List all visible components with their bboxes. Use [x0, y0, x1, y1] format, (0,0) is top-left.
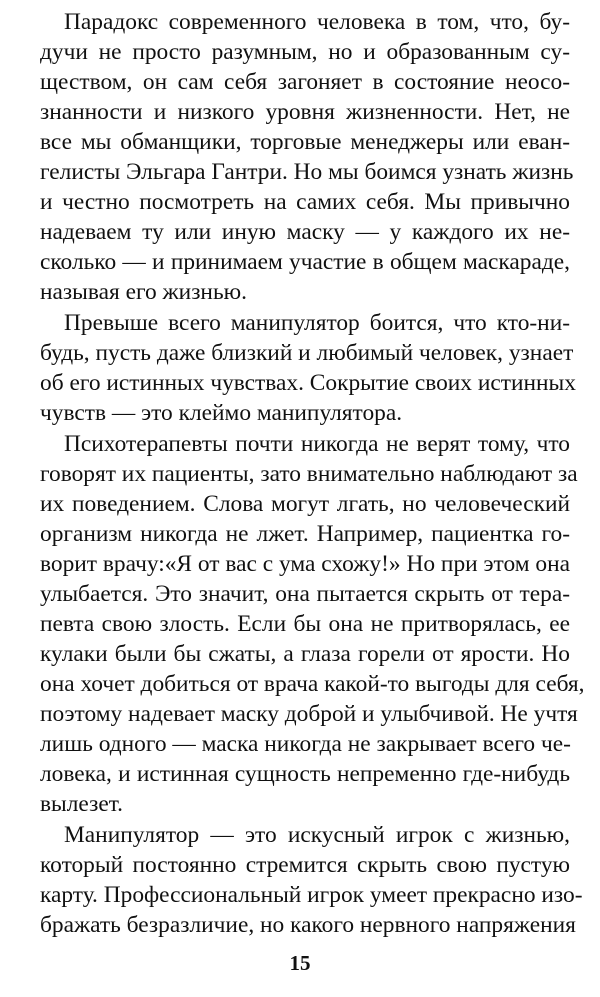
paragraph-line: ловека, и истинная сущность непременно где-нибудь	[40, 761, 570, 787]
paragraph-line: улыбается. Это значит, она пытается скрыть от тера-	[40, 581, 570, 607]
paragraph-line: поэтому надевает маску доброй и улыбчивой. Не учтя	[40, 701, 578, 727]
paragraph-line: ществом, он сам себя загоняет в состояние неосо-	[40, 69, 570, 95]
paragraph-line: организм никогда не лжет. Например, пациентка го-	[40, 521, 570, 547]
paragraph-line: об его истинных чувствах. Сокрытие своих истинных	[40, 370, 576, 396]
paragraph-line: вылезет.	[40, 791, 124, 817]
paragraph-line: гелисты Эльгара Гантри. Но мы боимся узнать жизнь	[40, 159, 574, 185]
paragraph-line: певта свою злость. Если бы она не притворялась, ее	[40, 611, 570, 637]
page-number: 15	[289, 951, 311, 975]
paragraph-line: дучи не просто разумным, но и образованным су-	[40, 39, 570, 65]
paragraph-line: будь, пусть даже близкий и любимый человек, узнает	[40, 340, 574, 366]
paragraph-line: называя его жизнью.	[40, 279, 247, 305]
paragraph-line: знанности и низкого уровня жизненности. Нет, не	[40, 99, 570, 125]
paragraph-line: который постоянно стремится скрыть свою пустую	[40, 852, 570, 878]
paragraph-line: их поведением. Слова могут лгать, но человеческий	[40, 491, 570, 517]
paragraph-line: чувств — это клеймо манипулятора.	[40, 400, 403, 426]
paragraph-line: кулаки были бы сжаты, а глаза горели от ярости. Но	[40, 641, 570, 667]
paragraph-line: сколько — и принимаем участие в общем маскараде,	[40, 249, 570, 275]
paragraph-line: бражать безразличие, но какого нервного напряжения	[40, 912, 576, 938]
paragraph-line: она хочет добиться от врача какой-то выгоды для себя,	[40, 671, 585, 697]
paragraph-line: Парадокс современного человека в том, что, бу-	[64, 9, 570, 35]
paragraph-line: карту. Профессиональный игрок умеет прекрасно изо-	[40, 882, 583, 908]
paragraph-line: надеваем ту или иную маску — у каждого их не-	[40, 219, 570, 245]
paragraph-line: Превыше всего манипулятор боится, что кто-ни-	[64, 310, 570, 336]
paragraph-line: говорят их пациенты, зато внимательно наблюдают за	[40, 461, 578, 487]
paragraph-line: и честно посмотреть на самих себя. Мы привычно	[40, 189, 570, 215]
paragraph-line: Психотерапевты почти никогда не верят тому, что	[64, 431, 570, 457]
paragraph-line: Манипулятор — это искусный игрок с жизнью,	[64, 822, 570, 848]
paragraph-line: все мы обманщики, торговые менеджеры или еван-	[40, 129, 570, 155]
paragraph-line: лишь одного — маска никогда не закрывает всего че-	[40, 731, 571, 757]
paragraph-line: ворит врачу:«Я от вас с ума схожу!» Но при этом она	[40, 551, 570, 577]
